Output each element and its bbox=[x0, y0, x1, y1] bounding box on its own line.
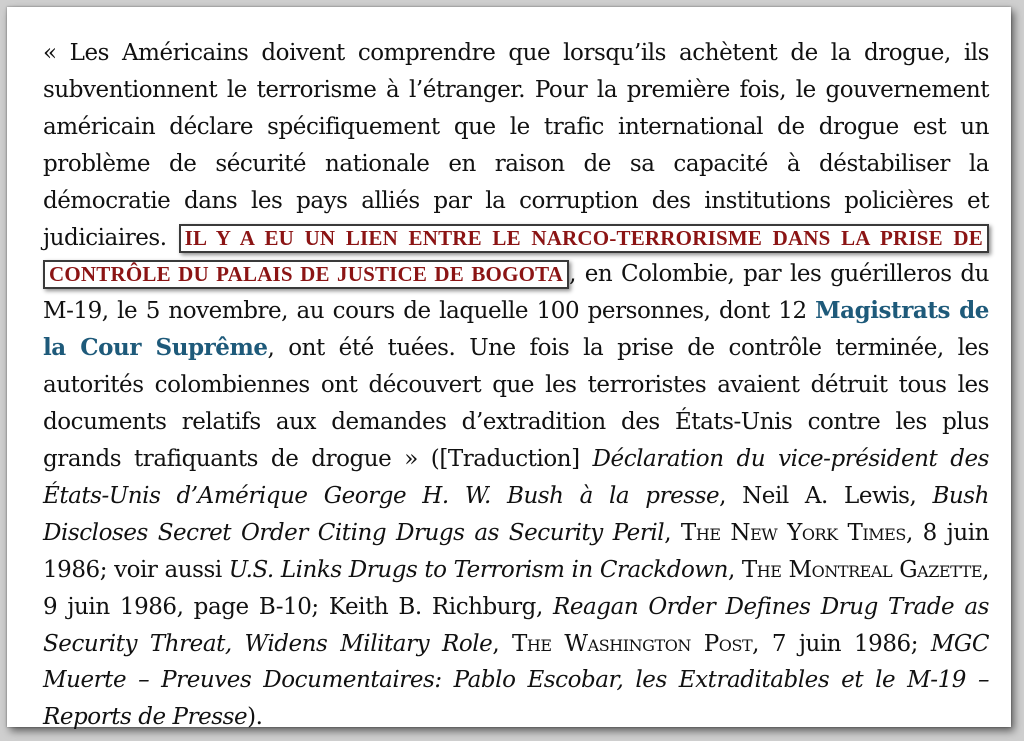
publication-name: The New York Times bbox=[680, 519, 906, 546]
citation-text: , 7 juin 1986; bbox=[752, 630, 931, 657]
citation-separator: , bbox=[492, 630, 512, 657]
quote-paragraph bbox=[43, 35, 989, 736]
quote-text: « Les Américains doivent comprendre que lorsqu’ils achètent de la drogue, ils subventionnent le terrorisme à l’étranger. Pour la première fois, le gouvernement américain déclare spécifiquement que le trafic international de drogue est un problème de sécurité nationale en raison de sa capacité à déstabiliser la démocratie dans les pays alliés par la corruption des institutions policières et judiciaires. bbox=[43, 40, 989, 251]
citation-text: , Neil A. Lewis, bbox=[719, 482, 933, 509]
quote-text-end: , ont été tuées. Une fois la prise de contrôle terminée, les autorités colombiennes ont découvert que les terroristes avaient détruit tous les documents relatifs aux demandes d’extradition des États-Unis contre les plus grands trafiquants de drogue » ([Traduction] bbox=[43, 335, 989, 472]
quote-text-continued: , en Colombie, par les guérilleros du M-19, le 5 novembre, au cours de laquelle 100 personnes, dont 12 bbox=[43, 261, 989, 325]
publication-name: The Montreal Gazette bbox=[741, 556, 983, 583]
citation-close: ). bbox=[247, 704, 263, 731]
highlighted-statement: IL Y A EU UN LIEN ENTRE LE NARCO-TERRORISME DANS LA PRISE DE CONTRÔLE DU PALAIS DE JUSTICE DE BOGOTA bbox=[43, 224, 989, 290]
citation-text: , 9 juin 1986, page B-10; Keith B. Richburg, bbox=[43, 556, 989, 620]
publication-name: The Washington Post bbox=[512, 630, 753, 657]
citation-article-title: Reagan Order Defines Drug Trade as Security Threat, Widens Military Role bbox=[43, 593, 989, 657]
citation-source-title: MGC Muerte – Preuves Documentaires: Pablo Escobar, les Extraditables et le M-19 – Reports de Presse bbox=[43, 630, 989, 731]
document-page bbox=[7, 7, 1011, 731]
citation-article-title: U.S. Links Drugs to Terrorism in Crackdown bbox=[228, 556, 728, 583]
supreme-court-term: Magistrats de la Cour Suprême bbox=[43, 297, 989, 362]
citation-separator: , bbox=[664, 519, 681, 546]
citation-article-title: Bush Discloses Secret Order Citing Drugs as Security Peril bbox=[43, 482, 989, 546]
citation-separator: , bbox=[727, 556, 742, 583]
citation-title-declaration: Déclaration du vice-président des États-Unis d’Amérique George H. W. Bush à la presse bbox=[43, 445, 989, 509]
citation-text: , 8 juin 1986; voir aussi bbox=[43, 519, 989, 583]
